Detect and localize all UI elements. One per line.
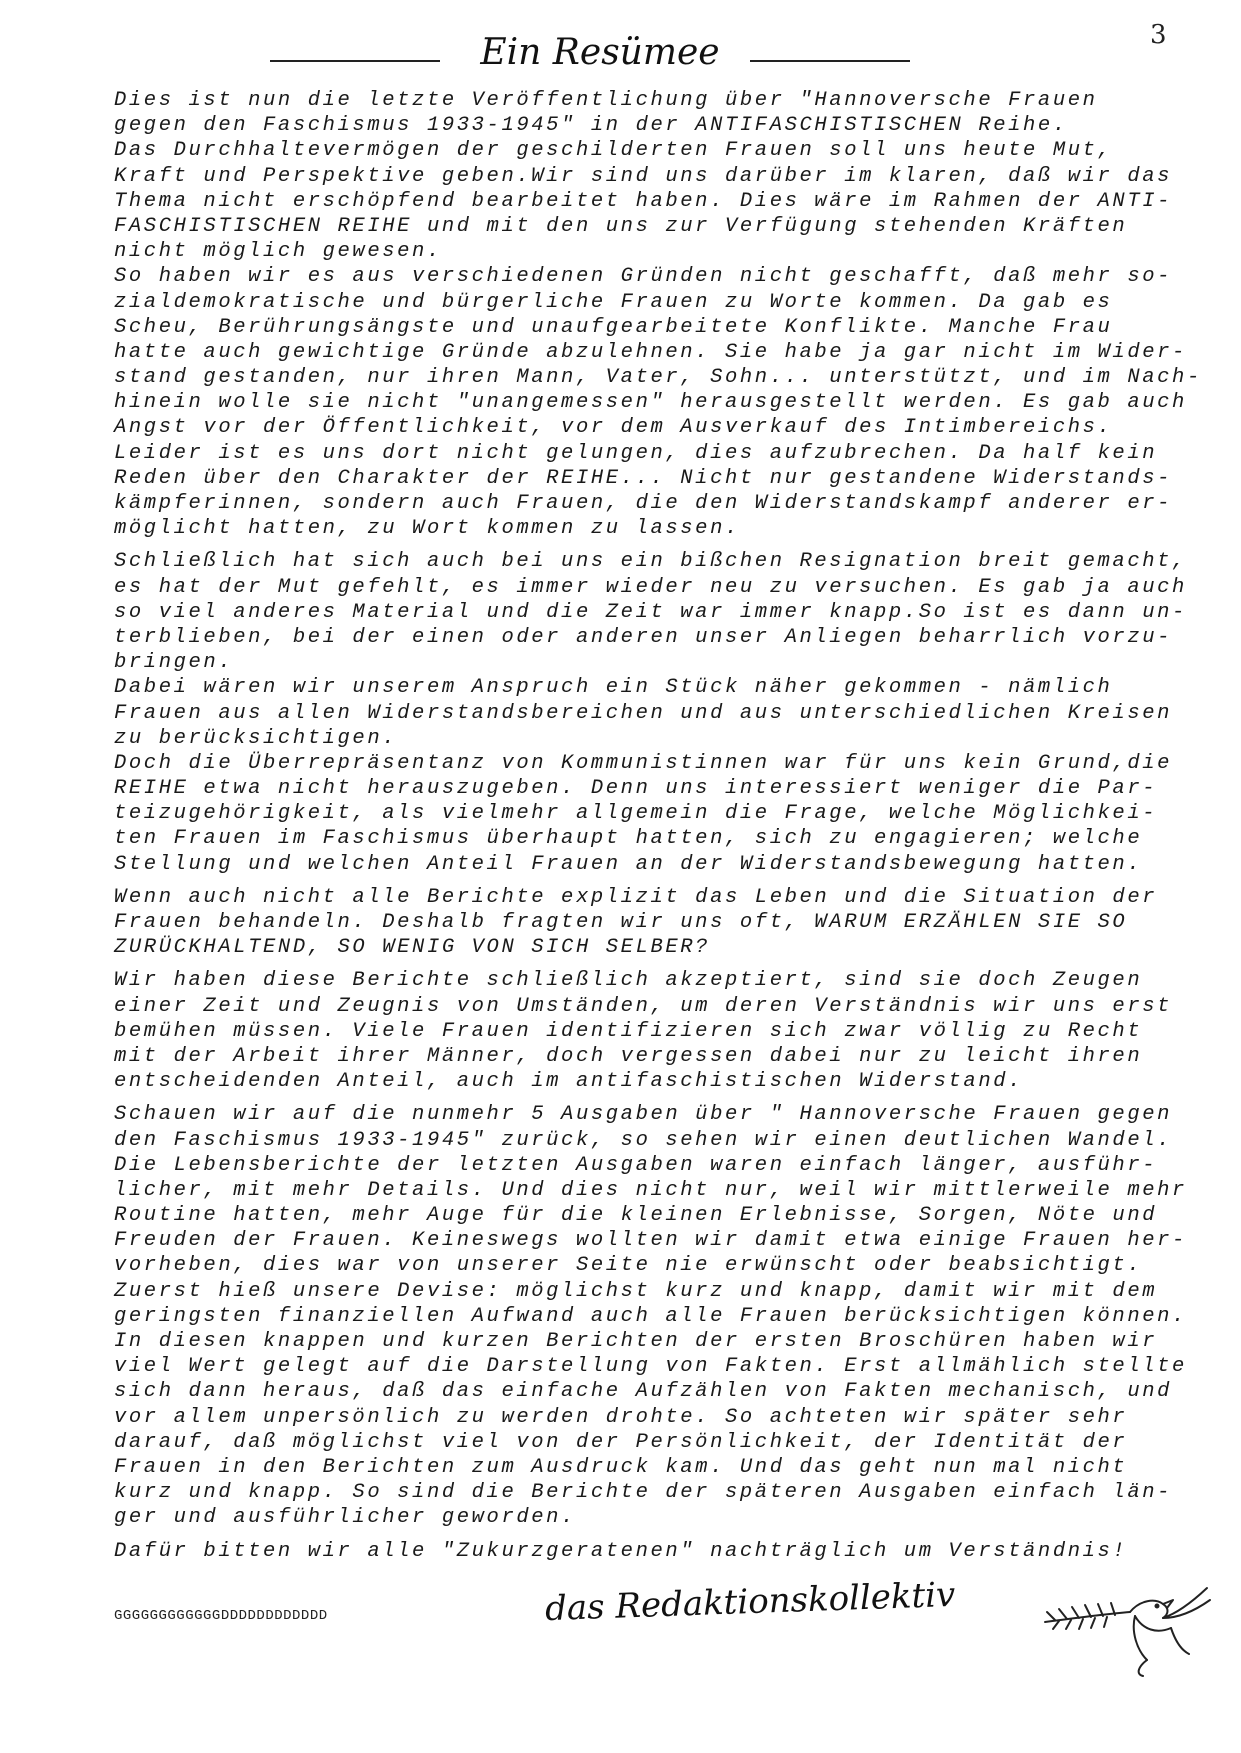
text-line: Frauen behandeln. Deshalb fragten wir uns oft, WARUM ERZÄHLEN SIE SO [114, 911, 1128, 934]
text-line: nicht möglich gewesen. [114, 240, 442, 264]
text-line: teizugehörigkeit, als vielmehr allgemein die Frage, welche Möglichkei- [114, 802, 1158, 826]
text-line: Schauen wir auf die nunmehr 5 Ausgaben über " Hannoversche Frauen gegen [114, 1103, 1173, 1127]
text-line: hatte auch gewichtige Gründe abzulehnen. Sie habe ja gar nicht im Wider- [114, 340, 1187, 364]
text-line: Schließlich hat sich auch bei uns ein bißchen Resignation breit gemacht, [114, 550, 1187, 574]
signature: das Redaktionskollektiv [544, 1574, 956, 1630]
text-line: gegen den Faschismus 1933-1945" in der ANTIFASCHISTISCHEN Reihe. [114, 114, 1068, 138]
text-line: Frauen in den Berichten zum Ausdruck kam. Und das geht nun mal nicht [114, 1455, 1128, 1479]
decorative-border: GGGGGGGGGGGGDDDDDDDDDDDD [114, 1608, 328, 1624]
text-line: Scheu, Berührungsängste und unaufgearbeitete Konflikte. Manche Frau [114, 315, 1113, 339]
text-line: kämpferinnen, sondern auch Frauen, die den Widerstandskampf anderer er- [114, 492, 1173, 515]
text-line: Wir haben diese Berichte schließlich akzeptiert, sind sie doch Zeugen [114, 969, 1143, 993]
text-line: Dies ist nun die letzte Veröffentlichung über "Hannoversche Frauen [114, 89, 1098, 112]
title-row [270, 32, 910, 82]
paragraph [114, 549, 1224, 876]
text-line: kurz und knapp. So sind die Berichte der späteren Ausgaben einfach län- [114, 1481, 1173, 1505]
paragraph [114, 968, 1224, 1094]
text-line: ZURÜCKHALTEND, SO WENIG VON SICH SELBER? [114, 936, 711, 960]
text-line: zialdemokratische und bürgerliche Frauen zu Worte kommen. Da gab es [114, 290, 1113, 314]
text-line: Dabei wären wir unserem Anspruch ein Stück näher gekommen - nämlich [114, 676, 1113, 700]
text-line: hinein wolle sie nicht "unangemessen" herausgestellt werden. Es gab auch [114, 391, 1187, 415]
text-line: zu berücksichtigen. [114, 726, 398, 750]
text-line: FASCHISTISCHEN REIHE und mit den uns zur Verfügung stehenden Kräften [114, 214, 1128, 238]
text-line: In diesen knappen und kurzen Berichten der ersten Broschüren haben wir [114, 1330, 1158, 1353]
text-line: vor allem unpersönlich zu werden drohte. So achteten wir später sehr [114, 1405, 1128, 1429]
text-line: licher, mit mehr Details. Und dies nicht nur, weil wir mittlerweile mehr [114, 1178, 1187, 1202]
paragraph [114, 88, 1224, 541]
text-line: den Faschismus 1933-1945" zurück, so sehen wir einen deutlichen Wandel. [114, 1128, 1173, 1152]
text-line: Frauen aus allen Widerstandsbereichen und aus unterschiedlichen Kreisen [114, 701, 1173, 725]
text-line: So haben wir es aus verschiedenen Gründen nicht geschafft, daß mehr so- [114, 265, 1173, 289]
text-line: Dafür bitten wir alle "Zukurzgeratenen" nachträglich um Verständnis! [114, 1539, 1128, 1563]
text-line: Die Lebensberichte der letzten Ausgaben waren einfach länger, ausführ- [114, 1153, 1158, 1177]
text-line: bemühen müssen. Viele Frauen identifizieren sich zwar völlig zu Recht [114, 1019, 1143, 1043]
page-number: 3 [1150, 20, 1167, 50]
text-line: bringen. [114, 651, 234, 675]
paragraph [114, 1539, 1224, 1564]
text-line: so viel anderes Material und die Zeit war immer knapp.So ist es dann un- [114, 600, 1187, 624]
text-line: Leider ist es uns dort nicht gelungen, dies aufzubrechen. Da half kein [114, 441, 1158, 465]
title-rule-right [750, 60, 910, 62]
text-line: Routine hatten, mehr Auge für die kleinen Erlebnisse, Sorgen, Nöte und [114, 1204, 1158, 1228]
text-line: einer Zeit und Zeugnis von Umständen, um deren Verständnis wir uns erst [114, 994, 1173, 1018]
title-rule-left [270, 60, 440, 62]
text-line: vorheben, dies war von unserer Seite nie erwünscht oder beabsichtigt. [114, 1254, 1143, 1278]
text-line: sich dann heraus, daß das einfache Aufzählen von Fakten mechanisch, und [114, 1380, 1173, 1404]
text-line: REIHE etwa nicht herauszugeben. Denn uns interessiert weniger die Par- [114, 777, 1158, 801]
text-line: stand gestanden, nur ihren Mann, Vater, Sohn... unterstützt, und im Nach- [114, 366, 1202, 390]
text-line: entscheidenden Anteil, auch im antifaschistischen Widerstand. [114, 1070, 1024, 1094]
text-line: Freuden der Frauen. Keineswegs wollten wir damit etwa einige Frauen her- [114, 1229, 1187, 1253]
text-line: Zuerst hieß unsere Devise: möglichst kurz und knapp, damit wir mit dem [114, 1279, 1158, 1303]
text-line: es hat der Mut gefehlt, es immer wieder neu zu versuchen. Es gab ja auch [114, 575, 1187, 599]
paragraph [114, 1102, 1224, 1530]
text-line: terblieben, bei der einen oder anderen unser Anliegen beharrlich vorzu- [114, 625, 1173, 649]
text-line: Reden über den Charakter der REIHE... Nicht nur gestandene Widerstands- [114, 466, 1173, 490]
text-line: Doch die Überrepräsentanz von Kommunistinnen war für uns kein Grund,die [114, 751, 1173, 775]
text-line: Stellung und welchen Anteil Frauen an der Widerstandsbewegung hatten. [114, 852, 1143, 876]
text-line: Das Durchhaltevermögen der geschilderten Frauen soll uns heute Mut, [114, 139, 1113, 163]
text-line: Wenn auch nicht alle Berichte explizit das Leben und die Situation der [114, 885, 1158, 909]
text-line: geringsten finanziellen Aufwand auch alle Frauen berücksichtigen können. [114, 1304, 1187, 1328]
text-line: Kraft und Perspektive geben.Wir sind uns darüber im klaren, daß wir das [114, 164, 1173, 188]
paragraph [114, 885, 1224, 961]
peace-dove-icon [1035, 1570, 1215, 1680]
text-line: ten Frauen im Faschismus überhaupt hatten, sich zu engagieren; welche [114, 827, 1143, 851]
page-title: Ein Resümee [480, 32, 720, 73]
text-line: Angst vor der Öffentlichkeit, vor dem Ausverkauf des Intimbereichs. [114, 416, 1113, 440]
text-line: mit der Arbeit ihrer Männer, doch vergessen dabei nur zu leicht ihren [114, 1044, 1143, 1068]
text-line: darauf, daß möglichst viel von der Persönlichkeit, der Identität der [114, 1430, 1128, 1454]
text-line: möglicht hatten, zu Wort kommen zu lassen. [114, 517, 740, 541]
text-line: viel Wert gelegt auf die Darstellung von Fakten. Erst allmählich stellte [114, 1355, 1187, 1379]
body-text [114, 88, 1224, 1572]
text-line: ger und ausführlicher geworden. [114, 1506, 576, 1530]
text-line: Thema nicht erschöpfend bearbeitet haben. Dies wäre im Rahmen der ANTI- [114, 189, 1173, 213]
